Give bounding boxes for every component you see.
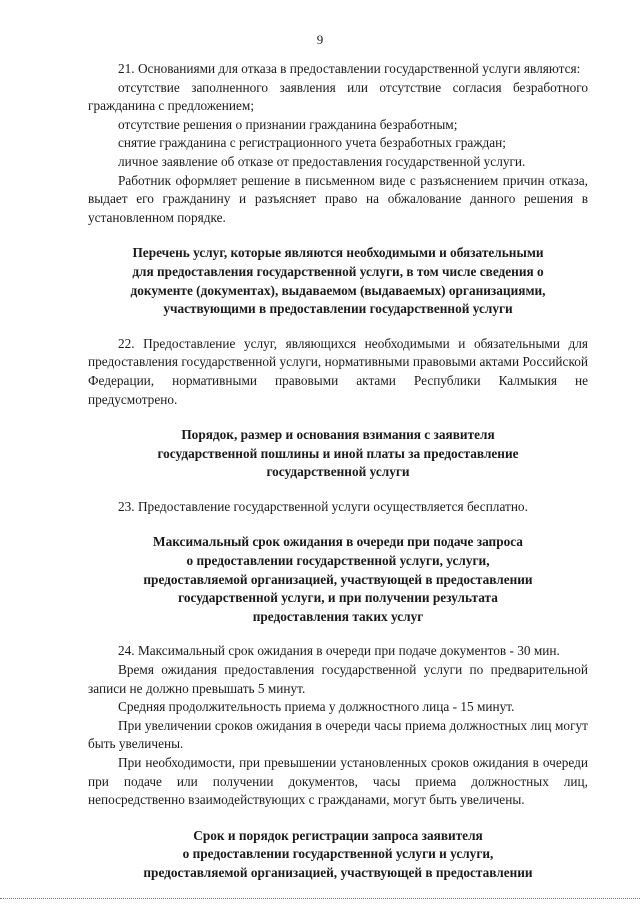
page-number: 9 — [316, 32, 324, 47]
heading-line: государственной пошлины и иной платы за предоставление — [157, 445, 519, 461]
heading-line: предоставления таких услуг — [252, 608, 424, 624]
heading-line: Порядок, размер и основания взимания с заявителя — [181, 427, 495, 443]
para-24: 24. Максимальный срок ожидания в очереди при подаче документов - 30 мин. — [118, 643, 560, 659]
heading-line: предоставляемой организацией, участвующей в предоставлении — [143, 571, 533, 587]
para-22: 22. Предоставление услуг, являющихся необходимыми и обязательными для предоставления государственной услуги, нормативными правовыми актами Российской Федерации, нормативными правовыми актами Республики Калмыкия не предусмотрено. — [88, 335, 588, 407]
section-heading-registration — [88, 827, 588, 883]
heading-line: для предоставления государственной услуги, в том числе сведения о — [132, 263, 544, 279]
page-content — [88, 60, 588, 899]
heading-line: Максимальный срок ожидания в очереди при подаче запроса — [153, 534, 523, 550]
para-21-lead: 21. Основаниями для отказа в предоставлении государственной услуги являются: — [118, 61, 581, 76]
heading-line: о предоставлении государственной услуги, услуги, — [186, 553, 490, 569]
para-21-item: отсутствие решения о признании гражданина безработным; — [118, 116, 458, 132]
para-24: При необходимости, при превышении установленных сроков ожидания в очереди при подаче или получении документов, часы приема должностных лиц, непосредственно взаимодействующих с гражданами, могут быть увеличены. — [88, 755, 588, 808]
heading-line: Срок и порядок регистрации запроса заявителя — [193, 827, 483, 843]
para-24: Средняя продолжительность приема у должностного лица - 15 минут. — [118, 699, 515, 715]
heading-line: документе (документах), выдаваемом (выдаваемых) организациями, — [130, 282, 546, 298]
para-23: 23. Предоставление государственной услуги осуществляется бесплатно. — [118, 498, 528, 514]
heading-line: участвующими в предоставлении государственной услуги — [163, 301, 513, 317]
para-24: При увеличении сроков ожидания в очереди часы приема должностных лиц могут быть увеличены. — [88, 717, 588, 752]
heading-line: государственной услуги, и при получении результата — [178, 590, 498, 606]
para-21-item: личное заявление об отказе от предоставления государственной услуги. — [118, 153, 526, 169]
page-bottom-divider — [0, 898, 640, 899]
para-21-item: отсутствие заполненного заявления или отсутствие согласия безработного гражданина с предложением; — [88, 79, 588, 114]
para-24: Время ожидания предоставления государственной услуги по предварительной записи не должно превышать 5 минут. — [88, 662, 588, 696]
para-21-tail: Работник оформляет решение в письменном виде с разъяснением причин отказа, выдает его гражданину и разъясняет право на обжалование данного решения в установленном порядке. — [88, 172, 588, 225]
para-21-item: снятие гражданина с регистрационного учета безработных граждан; — [118, 135, 506, 151]
section-heading-waiting — [88, 533, 588, 626]
heading-line: Перечень услуг, которые являются необходимыми и обязательными — [132, 245, 544, 261]
heading-line: о предоставлении государственной услуги и услуги, — [182, 846, 494, 862]
section-heading-services — [88, 244, 588, 318]
heading-line: предоставляемой организацией, участвующей в предоставлении — [143, 864, 533, 880]
heading-line: государственной услуги — [266, 464, 410, 480]
section-heading-fees — [88, 426, 588, 482]
